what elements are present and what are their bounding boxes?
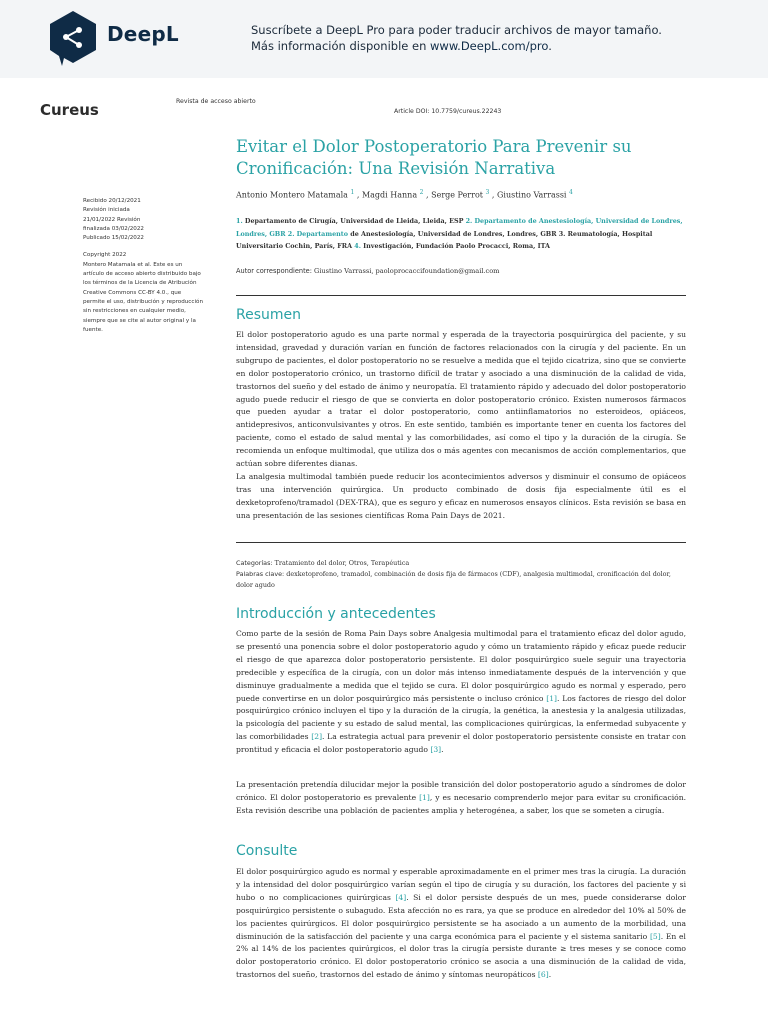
corresponding-author	[236, 267, 499, 275]
intro-heading: Introducción y antecedentes	[236, 606, 436, 622]
corresponding-label: Autor correspondiente:	[236, 267, 312, 275]
deepl-logo-text[interactable]: DeepL	[107, 22, 179, 46]
categories-label: Categorías:	[236, 559, 273, 567]
intro-text: . Los factores de riesgo del dolor posquirúrgico crónico incluyen el tipo y la duración de la cirugía, la genética, la anestesia y la analgesia utilizadas, la psicología del paciente y su estado de salud mental, las complicaciones quirúrgicas, la enfermedad subyacente y las comorbilidades	[236, 693, 686, 742]
author-affil-ref: 3	[485, 189, 490, 196]
license-line: Creative Commons CC-BY 4.0., que	[83, 289, 182, 296]
consulte-text: . Si el dolor persiste después de un mes, puede considerarse dolor posquirúrgico persistente o subagudo. Esta afección no es rara, ya que se produce en alrededor del 10% al 50% de los pacientes quirúrgicos. El dolor posquirúrgico persistente se ha asociado a un aumento de la morbilidad, una disminución de la satisfacción del paciente y una carga económica para el paciente y el sistema sanitario	[236, 892, 686, 941]
consulte-text: . En el 2% al 14% de los pacientes quirúrgicos, el dolor tras la cirugía persiste durante ≥ tres meses y se conoce como dolor postoperatorio crónico. El dolor postoperatorio crónico se asocia a una disminución de la calidad de vida, trastornos del sueño, trastornos del estado de ánimo y síntomas neuropáticos	[236, 931, 686, 980]
license-line: permite el uso, distribución y reproducción	[83, 298, 203, 305]
categories-value: Tratamiento del dolor, Otros, Terapéutica	[272, 559, 410, 567]
review-finished: finalizada 03/02/2022	[83, 225, 144, 232]
consulte-text: .	[548, 970, 552, 980]
abstract-paragraph: La analgesia multimodal también puede reducir los acontecimientos adversos y disminuir el consumo de opiáceos tras una intervención quirúrgica. Un producto combinado de dosis fija especialmente útil es el dexketoprofeno/tramadol (DEX-TRA), que es seguro y eficaz en numerosos ensayos clínicos. Esta revisión se basa en una presentación de las sesiones científicas Roma Pain Days de 2021.	[236, 471, 686, 520]
promo-line-2	[251, 38, 662, 54]
intro-text: La presentación pretendía dilucidar mejor la posible transición del dolor postoperatorio agudo a síndromes de dolor crónico. El dolor postoperatorio es prevalente	[236, 780, 686, 802]
article-metadata	[236, 558, 686, 591]
deepl-promo-message	[251, 22, 662, 54]
affil-text: de Anestesiología, Universidad de Londres, Londres, GBR 3. Reumatología, Hospital Universitario Cochin, París, FRA	[236, 229, 653, 251]
affil-text: Departamento de Cirugía, Universidad de Lleida, Lleida, ESP	[242, 217, 464, 225]
consulte-heading: Consulte	[236, 843, 298, 859]
received-date: Recibido 20/12/2021	[83, 198, 141, 204]
author-name: Serge Perrot	[431, 190, 483, 200]
review-started-date: 21/01/2022 Revisión	[83, 216, 141, 223]
consulte-paragraph	[236, 866, 686, 982]
corresponding-email[interactable]: Giustino Varrassi, paoloprocaccifoundation@gmail.com	[311, 267, 500, 275]
affil-number: 1.	[236, 217, 243, 225]
intro-text: Como parte de la sesión de Roma Pain Days sobre Analgesia multimodal para el tratamiento eficaz del dolor agudo, se presentó una ponencia sobre el dolor postoperatorio agudo y cómo un tratamiento rápido y eficaz puede reducir el riesgo de que aparezca dolor postoperatorio persistente. El dolor posquirúrgico suele seguir una trayectoria predecible y específica de la cirugía, con un dolor más intenso inmediatamente después de la intervención y que disminuye gradualmente a medida que el tejido se cura. El dolor posquirúrgico agudo es normal y esperado, pero puede convertirse en un dolor posquirúrgico más persistente o incluso crónico	[236, 629, 686, 703]
abstract-body	[236, 329, 686, 523]
keywords-label: Palabras clave:	[236, 570, 285, 578]
license-line: los términos de la Licencia de Atribución	[83, 280, 197, 287]
citation-link[interactable]: [5]	[649, 931, 661, 941]
section-divider	[236, 295, 686, 296]
article-sidebar	[83, 197, 213, 335]
author-name: Giustino Varrassi	[497, 190, 567, 200]
license-line: artículo de acceso abierto distribuido bajo	[83, 271, 201, 278]
citation-link[interactable]: [3]	[430, 745, 442, 755]
citation-link[interactable]: [1]	[419, 792, 430, 802]
author-affil-ref: 1	[350, 189, 355, 196]
deepl-logo-icon[interactable]	[48, 10, 98, 66]
article-title: Evitar el Dolor Postoperatorio Para Prevenir su Cronificación: Una Revisión Narrativa	[236, 137, 632, 178]
author-name: Antonio Montero Matamala	[236, 190, 348, 200]
license-line: Montero Matamala et al. Este es un	[83, 261, 183, 268]
author-name: Magdi Hanna	[361, 190, 418, 200]
intro-paragraph-1	[236, 628, 686, 757]
affil-highlight: 2. Departamento de Anestesiología, Universidad de Londres, Londres, GBR 2. Departamento	[236, 217, 683, 238]
citation-link[interactable]: [6]	[537, 970, 549, 980]
citation-link[interactable]: [1]	[546, 693, 558, 703]
promo-line-2-text: Más información disponible en	[251, 39, 431, 53]
license-line: siempre que se cite al autor original y la	[83, 317, 196, 324]
abstract-paragraph: El dolor postoperatorio agudo es una parte normal y esperada de la trayectoria posquirúrgica del paciente, y su intensidad, gravedad y duración varían en función de factores relacionados con la cirugía y del paciente. En un subgrupo de pacientes, el dolor postoperatorio no se resuelve a medida que el tejido cicatriza, sino que se convierte en dolor postoperatorio crónico, un trastorno difícil de tratar y asociado a una disminución de la calidad de vida, trastornos del sueño y del estado de ánimo y neuropatía. El tratamiento rápido y adecuado del dolor postoperatorio agudo puede reducir el riesgo de que se convierta en dolor postoperatorio crónico. Existen numerosos fármacos que pueden ayudar a tratar el dolor postoperatorio, como antiinflamatorios no esteroideos, opiáceos, antidepresivos, anticonvulsivantes y otros. En este sentido, también es importante tener en cuenta los factores del paciente, como el estado de salud mental y las comorbilidades, así como el tipo y la duración de la cirugía. Se recomienda un enfoque multimodal, que utiliza dos o más agentes con mecanismos de acción complementarios, que actúan sobre diferentes dianas.	[236, 330, 686, 469]
journal-logo: Cureus	[40, 101, 99, 119]
author-affil-ref: 4	[569, 189, 573, 196]
intro-text: , y es necesario comprenderlo mejor para evitar su cronificación. Esta revisión describe una población de pacientes amplia y heterogénea, a saber, los que se someten a cirugía.	[236, 792, 687, 815]
section-divider	[236, 542, 686, 543]
citation-link[interactable]: [2]	[311, 732, 323, 742]
author-list: Antonio Montero Matamala $^1$ , Magdi Hanna $^2$ , Serge Perrot $^3$ , Giustino Varrassi $^4$	[236, 189, 573, 200]
intro-text: . La estrategia actual para prevenir el dolor postoperatorio persistente consiste en tratar con prontitud y eficacia el dolor postoperatorio agudo	[236, 732, 686, 755]
intro-paragraph-2	[236, 779, 686, 818]
keywords-value: dexketoprofeno, tramadol, combinación de dosis fija de fármacos (CDF), analgesia multimodal, cronificación del dolor, dolor agudo	[236, 570, 671, 589]
intro-text: .	[441, 745, 444, 755]
article-doi: Article DOI: 10.7759/cureus.22243	[394, 108, 502, 115]
license-line: fuente.	[83, 326, 103, 333]
categories	[236, 558, 686, 569]
keywords	[236, 569, 686, 591]
affiliations	[236, 215, 686, 253]
author-affil-ref: 2	[419, 189, 424, 196]
affil-text: Investigación, Fundación Paolo Procacci, Roma, ITA	[360, 242, 550, 251]
published-date: Publicado 15/02/2022	[83, 235, 144, 242]
citation-link[interactable]: [4]	[395, 892, 407, 902]
promo-line-2-end: .	[548, 39, 552, 53]
promo-line-1: Suscríbete a DeepL Pro para poder traducir archivos de mayor tamaño.	[251, 23, 662, 37]
deepl-banner	[0, 0, 768, 78]
consulte-text: El dolor posquirúrgico agudo es normal y esperable aproximadamente en el primer mes tras la cirugía. La duración y la intensidad del dolor posquirúrgico varían según el tipo de cirugía y su duración, los factores del paciente y si hubo o no complicaciones quirúrgicas	[236, 867, 686, 902]
review-started: Revisión iniciada	[83, 207, 130, 214]
license-line: sin restricciones en cualquier medio,	[83, 308, 186, 315]
copyright: Copyright 2022	[83, 252, 127, 259]
affil-number: 4.	[352, 242, 361, 251]
open-access-label: Revista de acceso abierto	[176, 98, 256, 105]
abstract-heading: Resumen	[236, 307, 302, 323]
deepl-pro-link[interactable]: www.DeepL.com/pro	[430, 39, 549, 53]
